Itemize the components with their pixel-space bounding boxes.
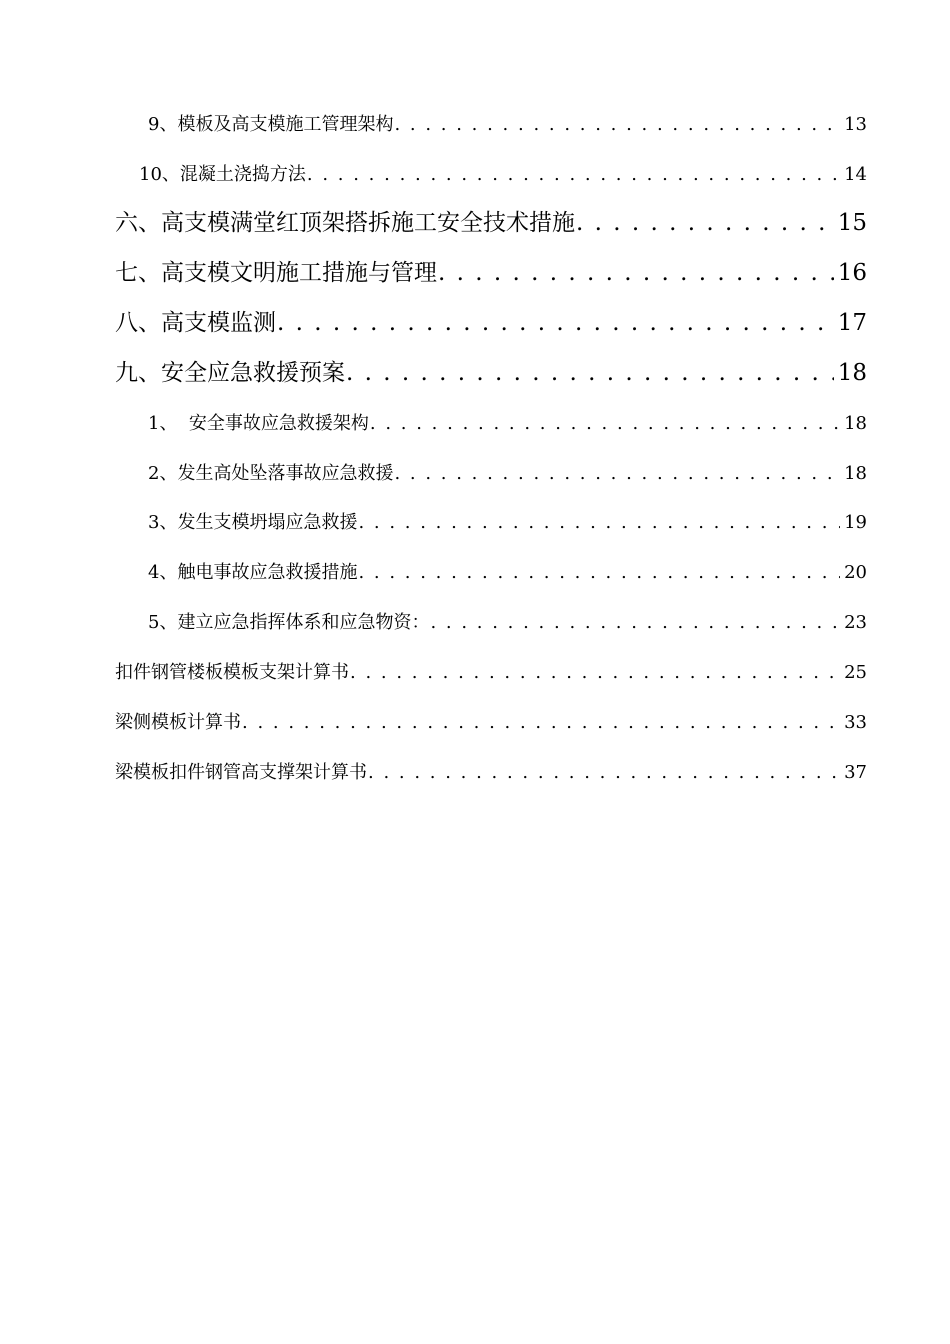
toc-page-number: 15: [837, 210, 867, 236]
toc-entry[interactable]: [115, 210, 867, 238]
toc-entry[interactable]: [115, 310, 867, 338]
toc-dot-leader: [277, 310, 834, 338]
toc-entry[interactable]: [148, 562, 867, 584]
toc-entry-label: 八、高支模监测: [115, 310, 276, 336]
toc-page-number: 13: [844, 114, 867, 135]
toc-page-number: 18: [844, 463, 867, 484]
toc-dot-leader: [242, 712, 840, 734]
toc-entry[interactable]: [148, 463, 867, 485]
toc-dot-leader: [394, 114, 840, 136]
toc-entry-label: 九、安全应急救援预案: [115, 360, 345, 386]
toc-dot-leader: [358, 562, 840, 584]
toc-dot-leader: [346, 360, 834, 388]
toc-page-number: 37: [844, 762, 867, 783]
toc-page-number: 18: [844, 413, 867, 434]
toc-dot-leader: [438, 260, 834, 288]
toc-dot-leader: [430, 612, 840, 634]
toc-entry-label: 3、发生支模坍塌应急救援: [148, 512, 358, 533]
toc-entry-label: 梁侧模板计算书: [115, 712, 241, 733]
toc-page-number: 20: [844, 562, 867, 583]
toc-page-number: 23: [844, 612, 867, 633]
toc-entry-label: 5、建立应急指挥体系和应急物资：: [148, 612, 430, 633]
toc-entry[interactable]: [115, 260, 867, 288]
toc-dot-leader: [307, 164, 840, 186]
toc-entry-label: 梁模板扣件钢管高支撑架计算书: [115, 762, 367, 783]
toc-entry[interactable]: [115, 360, 867, 388]
toc-page-number: 14: [844, 164, 867, 185]
toc-entry-label: 六、高支模满堂红顶架搭拆施工安全技术措施: [115, 210, 575, 236]
toc-entry[interactable]: [115, 762, 867, 784]
toc-page-number: 18: [837, 360, 867, 386]
toc-entry-label: 扣件钢管楼板模板支架计算书: [115, 662, 349, 683]
toc-page-number: 33: [844, 712, 867, 733]
toc-page-number: 25: [844, 662, 867, 683]
toc-entry[interactable]: [148, 413, 867, 435]
toc-page-number: 17: [837, 310, 867, 336]
toc-dot-leader: [350, 662, 840, 684]
toc-dot-leader: [358, 512, 840, 534]
toc-entry-label: 2、发生高处坠落事故应急救援: [148, 463, 394, 484]
toc-dot-leader: [576, 210, 834, 238]
toc-entry[interactable]: [139, 164, 867, 186]
toc-entry-label: 七、高支模文明施工措施与管理: [115, 260, 437, 286]
toc-page-number: 16: [837, 260, 867, 286]
toc-entry-label: 10、混凝土浇捣方法: [139, 164, 306, 185]
toc-entry[interactable]: [148, 512, 867, 534]
toc-dot-leader: [370, 413, 840, 435]
toc-dot-leader: [368, 762, 840, 784]
toc-entry-label: 1、 安全事故应急救援架构: [148, 413, 369, 434]
toc-entry-label: 9、模板及高支模施工管理架构: [148, 114, 394, 135]
toc-entry[interactable]: [148, 612, 867, 634]
toc-dot-leader: [394, 463, 840, 485]
toc-entry[interactable]: [115, 662, 867, 684]
toc-entry[interactable]: [115, 712, 867, 734]
toc-entry-label: 4、触电事故应急救援措施: [148, 562, 358, 583]
toc-page-number: 19: [844, 512, 867, 533]
toc-entry[interactable]: [148, 114, 867, 136]
